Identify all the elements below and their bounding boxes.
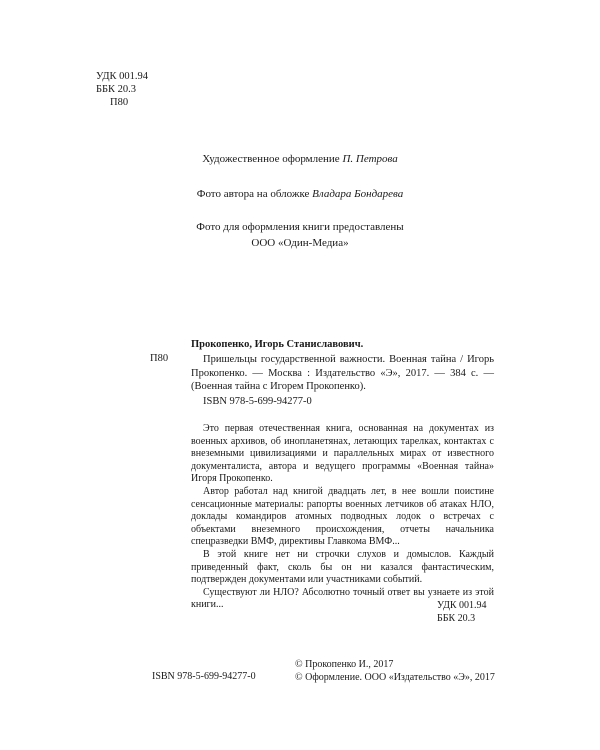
annotation-paragraph: Существуют ли НЛО? Абсолютно точный ответ вы узнаете из этой книги... [191, 586, 494, 611]
photos-provider [0, 219, 600, 251]
design-credit-label: Художественное оформление [202, 153, 340, 165]
annotation-paragraph: Автор работал над книгой двадцать лет, в нее вошли поистине сенсационные материалы: рапорты военных летчиков об атаках НЛО, доклады командиров атомных подводных лодок о встречах с объектами внеземного происхождения, отчеты начальника спецразведки ВМФ, директивы Главкома ВМФ... [191, 485, 494, 548]
bibliographic-author-mark: П80 [150, 353, 169, 364]
udk-code: УДК 001.94 [96, 71, 149, 82]
author-mark: П80 [110, 97, 129, 108]
bibliographic-isbn: ISBN 978-5-699-94277-0 [203, 396, 312, 407]
bottom-bbk-code: ББК 20.3 [437, 612, 476, 624]
annotation [191, 423, 494, 612]
annotation-paragraph: Это первая отечественная книга, основанная на документах из военных архивов, об инопланетянах, летающих тарелках, контактах с внеземными цивилизациями и параллельных мирах от известного документалиста, автора и ведущего программы «Военная тайна» Игоря Прокопенко. [191, 423, 494, 485]
design-copyright: © Оформление. ООО «Издательство «Э», 2017 [295, 672, 495, 683]
copyright-block [295, 658, 495, 684]
annotation-paragraph: В этой книге нет ни строчки слухов и домыслов. Каждый приведенный факт, сколь бы он ни казался фантастическим, подтвержден документами или участниками событий. [191, 548, 494, 586]
photos-provider-line1: Фото для оформления книги предоставлены [196, 221, 404, 233]
bottom-isbn: ISBN 978-5-699-94277-0 [152, 671, 256, 682]
photos-provider-line2: ООО «Один-Медиа» [251, 237, 349, 249]
classification-codes [96, 70, 148, 109]
bibliographic-description: Пришельцы государственной важности. Военная тайна / Игорь Прокопенко. — Москва : Издательство «Э», 2017. — 384 с. — (Военная тайна с Игорем Прокопенко). [191, 354, 494, 392]
designer-name: П. Петрова [342, 153, 398, 165]
photo-credit-label: Фото автора на обложке [196, 188, 310, 200]
bottom-udk-code: УДК 001.94 [437, 600, 487, 611]
author-copyright: © Прокопенко И., 2017 [295, 659, 394, 670]
design-credit [0, 153, 600, 165]
photo-credit [0, 188, 600, 200]
bibliographic-author: Прокопенко, Игорь Станиславович. [191, 339, 364, 350]
bottom-classification-codes [437, 600, 487, 625]
bbk-code: ББК 20.3 [96, 84, 137, 95]
photographer-name: Владара Бондарева [312, 188, 404, 200]
